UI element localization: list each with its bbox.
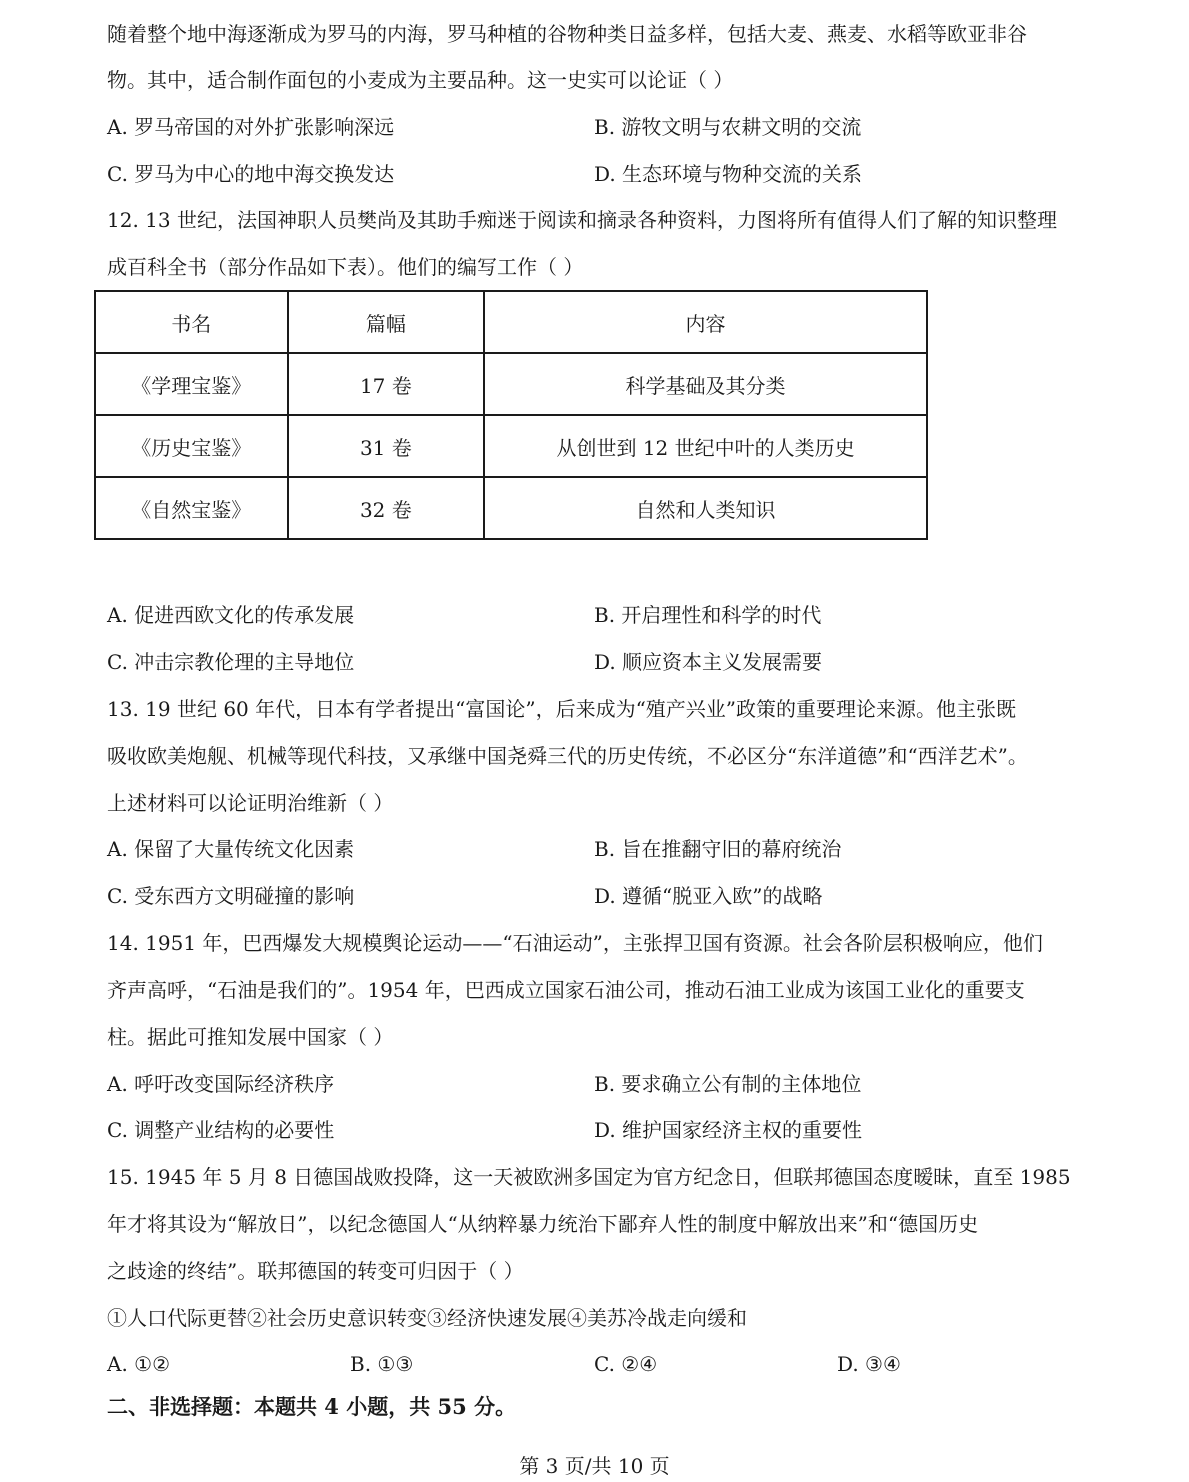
q15-stem-line2: 年才将其设为“解放日”，以纪念德国人“从纳粹暴力统治下鄙弃人性的制度中解放出来”和“德国历史 <box>107 1212 979 1236</box>
q14-option-d: D. 维护国家经济主权的重要性 <box>594 1118 863 1142</box>
q11-option-a: A. 罗马帝国的对外扩张影响深远 <box>107 115 395 139</box>
q13-option-c: C. 受东西方文明碰撞的影响 <box>107 884 355 908</box>
q12-option-b: B. 开启理性和科学的时代 <box>594 603 822 627</box>
q14-option-a: A. 呼吁改变国际经济秩序 <box>107 1072 335 1096</box>
q12-option-c: C. 冲击宗教伦理的主导地位 <box>107 650 355 674</box>
q14-stem-line1: 14. 1951 年，巴西爆发大规模舆论运动——“石油运动”，主张捍卫国有资源。社会各阶层积极响应，他们 <box>107 931 1043 955</box>
q12-option-d: D. 顺应资本主义发展需要 <box>594 650 823 674</box>
q14-option-b: B. 要求确立公有制的主体地位 <box>594 1072 862 1096</box>
q15-stem-line1: 15. 1945 年 5 月 8 日德国战败投降，这一天被欧洲多国定为官方纪念日，但联邦德国态度暧昧，直至 1985 <box>107 1165 1071 1189</box>
table-cell: 31 卷 <box>288 415 485 477</box>
table-cell: 从创世到 12 世纪中叶的人类历史 <box>484 415 927 477</box>
table-header-cell: 篇幅 <box>288 291 485 353</box>
q15-option-b: B. ①③ <box>350 1352 414 1376</box>
table-header-row <box>95 291 927 353</box>
q14-stem-line2: 齐声高呼，“石油是我们的”。1954 年，巴西成立国家石油公司，推动石油工业成为该国工业化的重要支 <box>107 978 1025 1002</box>
table-cell: 《历史宝鉴》 <box>95 415 288 477</box>
q15-items: ①人口代际更替②社会历史意识转变③经济快速发展④美苏冷战走向缓和 <box>107 1306 747 1330</box>
table-cell: 《自然宝鉴》 <box>95 477 288 539</box>
table-row <box>95 415 927 477</box>
q14-option-c: C. 调整产业结构的必要性 <box>107 1118 335 1142</box>
table-row <box>95 477 927 539</box>
q13-stem-line3: 上述材料可以论证明治维新（ ） <box>107 791 394 815</box>
q11-option-d: D. 生态环境与物种交流的关系 <box>594 162 863 186</box>
q12-stem-line1: 12. 13 世纪，法国神职人员樊尚及其助手痴迷于阅读和摘录各种资料，力图将所有值得人们了解的知识整理 <box>107 208 1057 232</box>
page-footer: 第 3 页/共 10 页 <box>519 1454 670 1478</box>
q13-option-a: A. 保留了大量传统文化因素 <box>107 837 355 861</box>
table-cell: 17 卷 <box>288 353 485 415</box>
q13-option-b: B. 旨在推翻守旧的幕府统治 <box>594 837 842 861</box>
q13-stem-line1: 13. 19 世纪 60 年代，日本有学者提出“富国论”，后来成为“殖产兴业”政策的重要理论来源。他主张既 <box>107 697 1017 721</box>
table-cell: 自然和人类知识 <box>484 477 927 539</box>
q11-stem-line2: 物。其中，适合制作面包的小麦成为主要品种。这一史实可以论证（ ） <box>107 68 734 92</box>
q14-stem-line3: 柱。据此可推知发展中国家（ ） <box>107 1025 394 1049</box>
q15-option-c: C. ②④ <box>594 1352 658 1376</box>
table-header-cell: 内容 <box>484 291 927 353</box>
q15-option-d: D. ③④ <box>837 1352 901 1376</box>
q12-stem-line2: 成百科全书（部分作品如下表）。他们的编写工作（ ） <box>107 255 584 279</box>
q15-option-a: A. ①② <box>107 1352 171 1376</box>
table-header-cell: 书名 <box>95 291 288 353</box>
q15-stem-line3: 之歧途的终结”。联邦德国的转变可归因于（ ） <box>107 1259 524 1283</box>
table-cell: 《学理宝鉴》 <box>95 353 288 415</box>
table-cell: 32 卷 <box>288 477 485 539</box>
section-title: 二、非选择题：本题共 4 小题，共 55 分。 <box>107 1394 517 1419</box>
q11-stem-line1: 随着整个地中海逐渐成为罗马的内海，罗马种植的谷物种类日益多样，包括大麦、燕麦、水稻等欧亚非谷 <box>107 22 1027 46</box>
works-table <box>94 290 928 540</box>
q12-option-a: A. 促进西欧文化的传承发展 <box>107 603 355 627</box>
q13-stem-line2: 吸收欧美炮舰、机械等现代科技，又承继中国尧舜三代的历史传统，不必区分“东洋道德”和“西洋艺术”。 <box>107 744 1028 768</box>
q13-option-d: D. 遵循“脱亚入欧”的战略 <box>594 884 823 908</box>
q11-option-c: C. 罗马为中心的地中海交换发达 <box>107 162 395 186</box>
table-row <box>95 353 927 415</box>
table-cell: 科学基础及其分类 <box>484 353 927 415</box>
q11-option-b: B. 游牧文明与农耕文明的交流 <box>594 115 862 139</box>
